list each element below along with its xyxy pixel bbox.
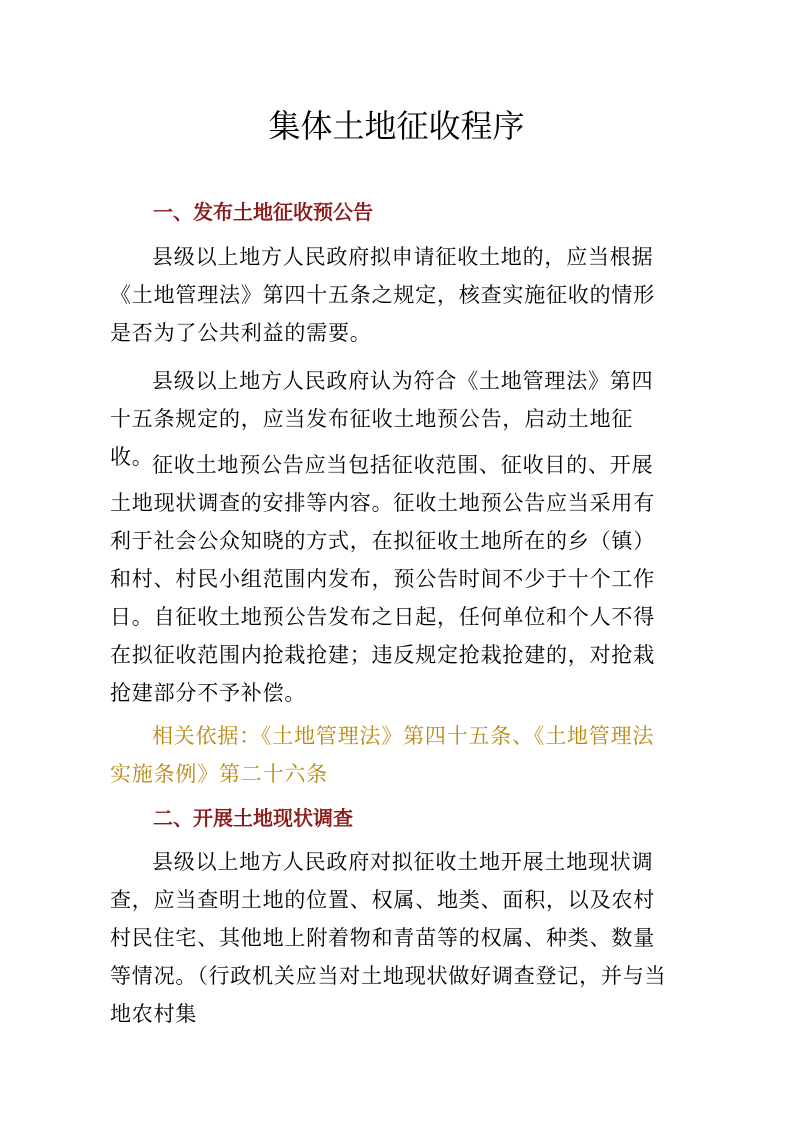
document-title: 集体土地征收程序	[268, 107, 525, 145]
section-2-heading: 二、开展土地现状调查	[153, 806, 353, 830]
section-1-heading: 一、发布土地征收预公告	[153, 200, 373, 224]
section-1-paragraph-3: 征收土地预公告应当包括征收范围、征收目的、开展土地现状调查的安排等内容。征收土地预公告应当采用有利于社会公众知晓的方式，在拟征收土地所在的乡（镇）和村、村民小组范围内发布，预公告时间不少于十个工作日。自征收土地预公告发布之日起，任何单位和个人不得在拟征收范围内抢栽抢建；违反规定抢栽抢建的，对抢栽抢建部分不予补偿。	[110, 453, 655, 705]
section-2-paragraph-1: 县级以上地方人民政府对拟征收土地开展土地现状调查，应当查明土地的位置、权属、地类、面积，以及农村村民住宅、其他地上附着物和青苗等的权属、种类、数量等情况。（行政机关应当对土地现状做好调查登记，并与当地农村集	[110, 850, 667, 1026]
section-1-reference: 相关依据：《土地管理法》第四十五条、《土地管理法实施条例》第二十六条	[110, 724, 655, 786]
section-1-paragraph-1: 县级以上地方人民政府拟申请征收土地的，应当根据《土地管理法》第四十五条之规定，核查实施征收的情形是否为了公共利益的需要。	[110, 245, 655, 345]
section-1-paragraph-2: 县级以上地方人民政府认为符合《土地管理法》第四十五条规定的，应当发布征收土地预公告，启动土地征收。	[110, 369, 654, 469]
